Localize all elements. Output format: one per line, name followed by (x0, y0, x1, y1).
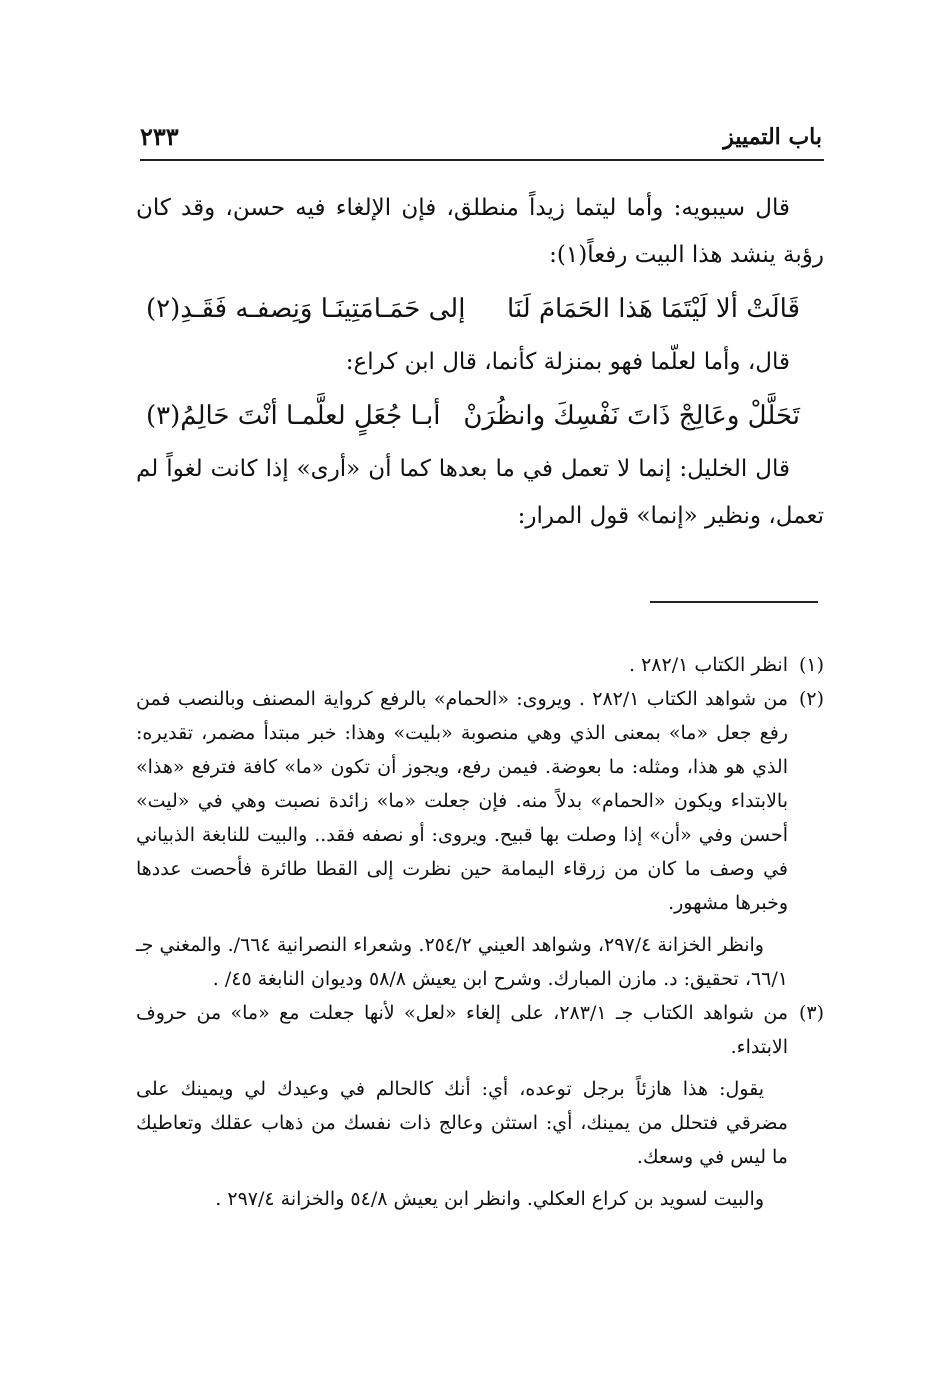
verse-1-second-hemistich: إلى حَمَـامَتِينَـا وَنِصفـه فَقَـدِ(٢) (146, 294, 466, 324)
chapter-title: باب التمييز (723, 124, 822, 150)
paragraph-sibawayh: قال سيبويه: وأما ليتما زيداً منطلق، فإن الإلغاء فيه حسن، وقد كان رؤبة ينشد هذا البيت رفعاً(١): (136, 195, 824, 268)
footnote-separator (650, 601, 818, 603)
footnote-3-explanation: يقول: هذا هازئاً برجل توعده، أي: أنك كالحالم في وعيدك لي ويمينك على مضرقي فتحلل من يمينك، أي: استثن وعالج ذات نفسك من ذهاب عقلك وتعاطيك ما ليس في وسعك. (136, 1078, 788, 1168)
footnote-1-text: انظر الكتاب ٢٨٢/١ . (628, 654, 788, 676)
footnote-2-text: من شواهد الكتاب ٢٨٢/١ . ويروى: «الحمام» بالرفع كرواية المصنف وبالنصب فمن رفع جعل «ما» بمعنى الذي وهي منصوبة «بليت» وهذا: خبر مبتدأ مضمر، تقديره: الذي هو هذا، ومثله: ما بعوضة. فيمن رفع، ويجوز أن تكون «ما» كافة فترفع «هذا» بالابتداء ويكون «الحمام» بدلاً منه. فإن جعلت «ما» زائدة نصبت وهي في «ليت» أحسن وفي «أن» إذا وصلت بها قبيح. ويروى: أو نصفه فقد.. والبيت للنابغة الذبياني في وصف ما كان من زرقاء اليمامة حين نظرت إلى القطا طائرة فأحصت عددها وخبرها مشهور. (136, 688, 788, 914)
page-number: ٢٣٣ (140, 122, 179, 151)
verse-2-second-hemistich: أبـا جُعَلٍ لعلَّمـا أنْتَ حَالِمُ(٣) (146, 401, 441, 431)
verse-1 (136, 281, 824, 337)
verse-2-first-hemistich: تَحَلَّلْ وعَالِجْ ذَاتَ نَفْسِكَ وانظُرَنْ (463, 401, 800, 431)
paragraph-laallama: قال، وأما لعلّما فهو بمنزلة كأنما، قال ابن كراع: (345, 349, 790, 375)
main-text (136, 185, 824, 540)
footnote-2 (136, 682, 824, 920)
footnote-3-references: والبيت لسويد بن كراع العكلي. وانظر ابن يعيش ٥٤/٨ والخزانة ٢٩٧/٤ . (215, 1188, 764, 1210)
footnote-3-number: (٣) (798, 1002, 825, 1024)
running-header (140, 124, 822, 154)
footnote-2-references: وانظر الخزانة ٢٩٧/٤، وشواهد العيني ٢٥٤/٢. وشعراء النصرانية ٦٦٤/. والمغني جـ ٦٦/١، تحقيق: د. مازن المبارك. وشرح ابن يعيش ٥٨/٨ وديوان النابغة ٤٥/ . (136, 934, 788, 990)
verse-1-first-hemistich: قَالَتْ ألا لَيْتَمَا هَذا الحَمَامَ لَنَا (507, 294, 800, 324)
footnote-1 (136, 648, 824, 682)
paragraph-khalil: قال الخليل: إنما لا تعمل في ما بعدها كما أن «أرى» إذا كانت لغواً لم تعمل، ونظير «إنما» قول المرار: (136, 456, 824, 529)
verse-2 (136, 388, 824, 444)
footnote-2-number: (٢) (798, 688, 824, 710)
footnote-3 (136, 996, 824, 1064)
header-rule (140, 159, 824, 161)
footnote-1-number: (١) (798, 654, 824, 676)
footnote-3-text: من شواهد الكتاب جـ ٢٨٣/١، على إلغاء «لعل» لأنها جعلت مع «ما» من حروف الابتداء. (136, 1002, 789, 1058)
footnotes (136, 648, 824, 1216)
